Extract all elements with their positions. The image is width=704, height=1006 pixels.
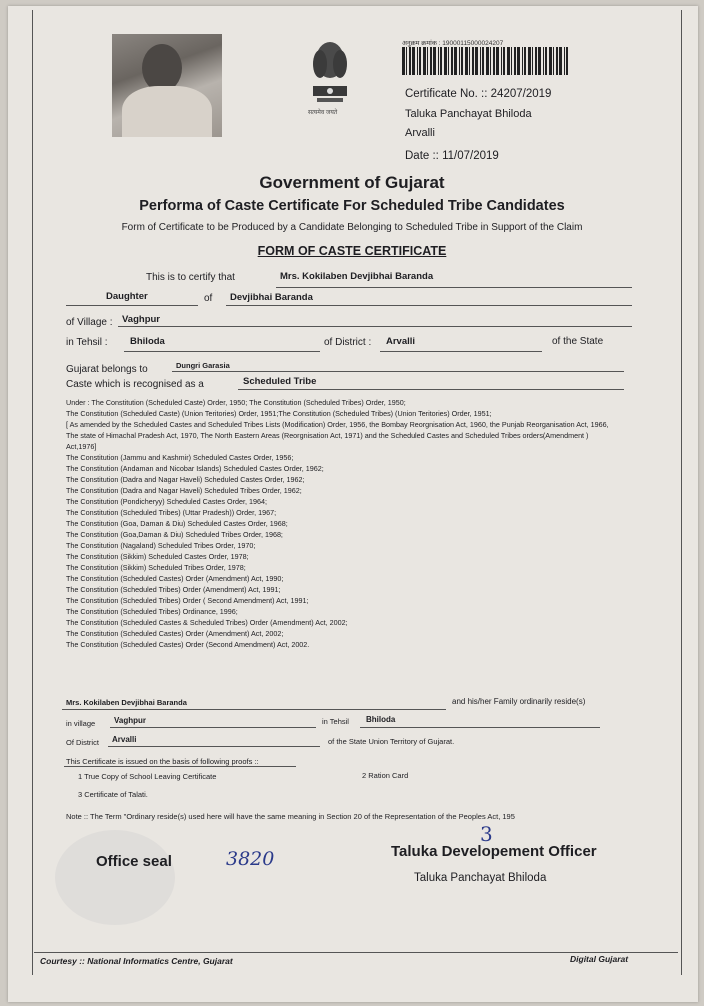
- constitution-order-line: The Constitution (Sikkim) Scheduled Tribes Order, 1978;: [66, 563, 246, 572]
- res-village-value: Vaghpur: [114, 716, 147, 725]
- tribe-value: Dungri Garasia: [176, 361, 230, 370]
- relation-value: Daughter: [106, 291, 148, 302]
- certificate-number: Certificate No. :: 24207/2019: [405, 88, 552, 100]
- constitution-order-line: [ As amended by the Scheduled Castes and Scheduled Tribes Lists (Modification) Order, 1956, the Bombay Reorgnisation Act, 1960, the Punjab Reorganisation Act, 1966, The state of Himachal Pradesh Act, 1970, The North Eastern Areas (Reorgnisation Act, 1971) and the Scheduled Castes and Scheduled Tribes orders(Amendment ) Act,1976]: [66, 420, 609, 451]
- village-label: of Village :: [66, 317, 113, 328]
- constitution-order-line: The Constitution (Goa, Daman & Diu) Scheduled Castes Order, 1968;: [66, 519, 288, 528]
- res-tehsil-label: in Tehsil: [322, 717, 349, 726]
- performa-title: Performa of Caste Certificate For Scheduled Tribe Candidates: [139, 198, 565, 214]
- constitution-order-line: The Constitution (Andaman and Nicobar Islands) Scheduled Castes Order, 1962;: [66, 464, 324, 473]
- constitution-order-line: The Constitution (Dadra and Nagar Haveli) Scheduled Tribes Order, 1962;: [66, 486, 302, 495]
- officer-title: Taluka Developement Officer: [391, 843, 597, 860]
- proofs-heading: This Certificate is issued on the basis of following proofs ::: [66, 757, 259, 766]
- proof-item-2: 2 Ration Card: [362, 771, 409, 780]
- constitution-order-line: The Constitution (Scheduled Castes) Order (Amendment) Act, 2002;: [66, 629, 284, 638]
- belongs-label: Gujarat belongs to: [66, 364, 148, 375]
- res-state-label: of the State Union Territory of Gujarat.: [328, 737, 455, 746]
- issue-date: Date :: 11/07/2019: [405, 150, 499, 162]
- candidate-name: Mrs. Kokilaben Devjibhai Baranda: [280, 271, 434, 282]
- res-tehsil-value: Bhiloda: [366, 715, 396, 724]
- certify-label: This is to certify that: [146, 272, 235, 283]
- government-title: Government of Gujarat: [259, 173, 445, 192]
- issuer-district: Arvalli: [405, 127, 435, 139]
- form-subtitle: Form of Certificate to be Produced by a Candidate Belonging to Scheduled Tribe in Support of the Claim: [121, 222, 583, 233]
- of-label: of: [204, 293, 213, 304]
- courtesy-text: Courtesy :: National Informatics Centre, Gujarat: [40, 956, 233, 966]
- handwritten-number: 3820: [226, 848, 275, 870]
- constitution-order-line: The Constitution (Scheduled Tribes) Ordinance, 1996;: [66, 607, 238, 616]
- res-village-label: in village: [66, 719, 96, 728]
- barcode-number: अनुक्रम क्रमांक : 19000115000024207: [402, 40, 504, 47]
- constitution-order-line: The Constitution (Dadra and Nagar Haveli) Scheduled Castes Order, 1962;: [66, 475, 305, 484]
- constitution-order-line: The Constitution (Scheduled Caste) (Union Teritories) Order, 1951;The Constitution (Scheduled Tribes) (Union Teritories) Order, 1951;: [66, 409, 492, 418]
- constitution-orders-list: [66, 397, 618, 650]
- note-text: Note :: The Term "Ordinary reside(s) used here will have the same meaning in Section 20 of the Representation of the Peoples Act, 195: [66, 812, 515, 821]
- constitution-order-line: The Constitution (Nagaland) Scheduled Tribes Order, 1970;: [66, 541, 256, 550]
- district-label: of District :: [324, 337, 372, 348]
- category-value: Scheduled Tribe: [243, 376, 317, 387]
- constitution-order-line: The Constitution (Scheduled Castes) Order (Amendment) Act, 1990;: [66, 574, 284, 583]
- constitution-order-line: The Constitution (Scheduled Castes) Order (Second Amendment) Act, 2002.: [66, 640, 310, 649]
- constitution-order-line: The Constitution (Pondicheryy) Scheduled Castes Order, 1964;: [66, 497, 267, 506]
- emblem-caption: सत्यमेव जयते: [308, 110, 338, 116]
- handwritten-signature-mark: 3: [480, 822, 493, 846]
- district-value: Arvalli: [386, 336, 416, 347]
- village-value: Vaghpur: [122, 314, 161, 325]
- national-emblem-icon: [305, 38, 355, 116]
- res-district-value: Arvalli: [112, 735, 137, 744]
- res-district-label: Of District: [66, 738, 99, 747]
- state-label: of the State: [552, 336, 604, 347]
- digital-gujarat-label: Digital Gujarat: [570, 954, 629, 964]
- recognised-label: Caste which is recognised as a: [66, 379, 204, 390]
- parent-name: Devjibhai Baranda: [230, 292, 313, 303]
- candidate-photo: [112, 34, 222, 137]
- tehsil-label: in Tehsil :: [66, 337, 108, 348]
- tehsil-value: Bhiloda: [130, 336, 165, 347]
- issuer-name: Taluka Panchayat Bhiloda: [405, 108, 532, 120]
- constitution-order-line: The Constitution (Scheduled Tribes) Order (Amendment) Act, 1991;: [66, 585, 281, 594]
- office-seal-stamp: [55, 830, 175, 925]
- proof-item-1: 1 True Copy of School Leaving Certificate: [78, 772, 217, 781]
- constitution-order-line: The Constitution (Scheduled Tribes) Order ( Second Amendment) Act, 1991;: [66, 596, 309, 605]
- constitution-order-line: The Constitution (Sikkim) Scheduled Castes Order, 1978;: [66, 552, 249, 561]
- constitution-order-line: The Constitution (Jammu and Kashmir) Scheduled Castes Order, 1956;: [66, 453, 294, 462]
- constitution-order-line: The Constitution (Scheduled Castes & Scheduled Tribes) Order (Amendment) Act, 2002;: [66, 618, 348, 627]
- constitution-order-line: The Constitution (Scheduled Tribes) (Uttar Pradesh)) Order, 1967;: [66, 508, 277, 517]
- officer-office: Taluka Panchayat Bhiloda: [414, 872, 547, 884]
- constitution-order-line: Under : The Constitution (Scheduled Caste) Order, 1950; The Constitution (Scheduled Tribes) Order, 1950;: [66, 398, 406, 407]
- office-seal-label: Office seal: [96, 853, 172, 870]
- barcode-icon: [402, 47, 570, 75]
- reside-label: and his/her Family ordinarily reside(s): [452, 697, 586, 706]
- footer-divider: [34, 952, 678, 953]
- proof-item-3: 3 Certificate of Talati.: [78, 790, 148, 799]
- constitution-order-line: The Constitution (Goa,Daman & Diu) Scheduled Tribes Order, 1968;: [66, 530, 283, 539]
- resident-name: Mrs. Kokilaben Devjibhai Baranda: [66, 698, 187, 707]
- form-heading: FORM OF CASTE CERTIFICATE: [257, 244, 447, 258]
